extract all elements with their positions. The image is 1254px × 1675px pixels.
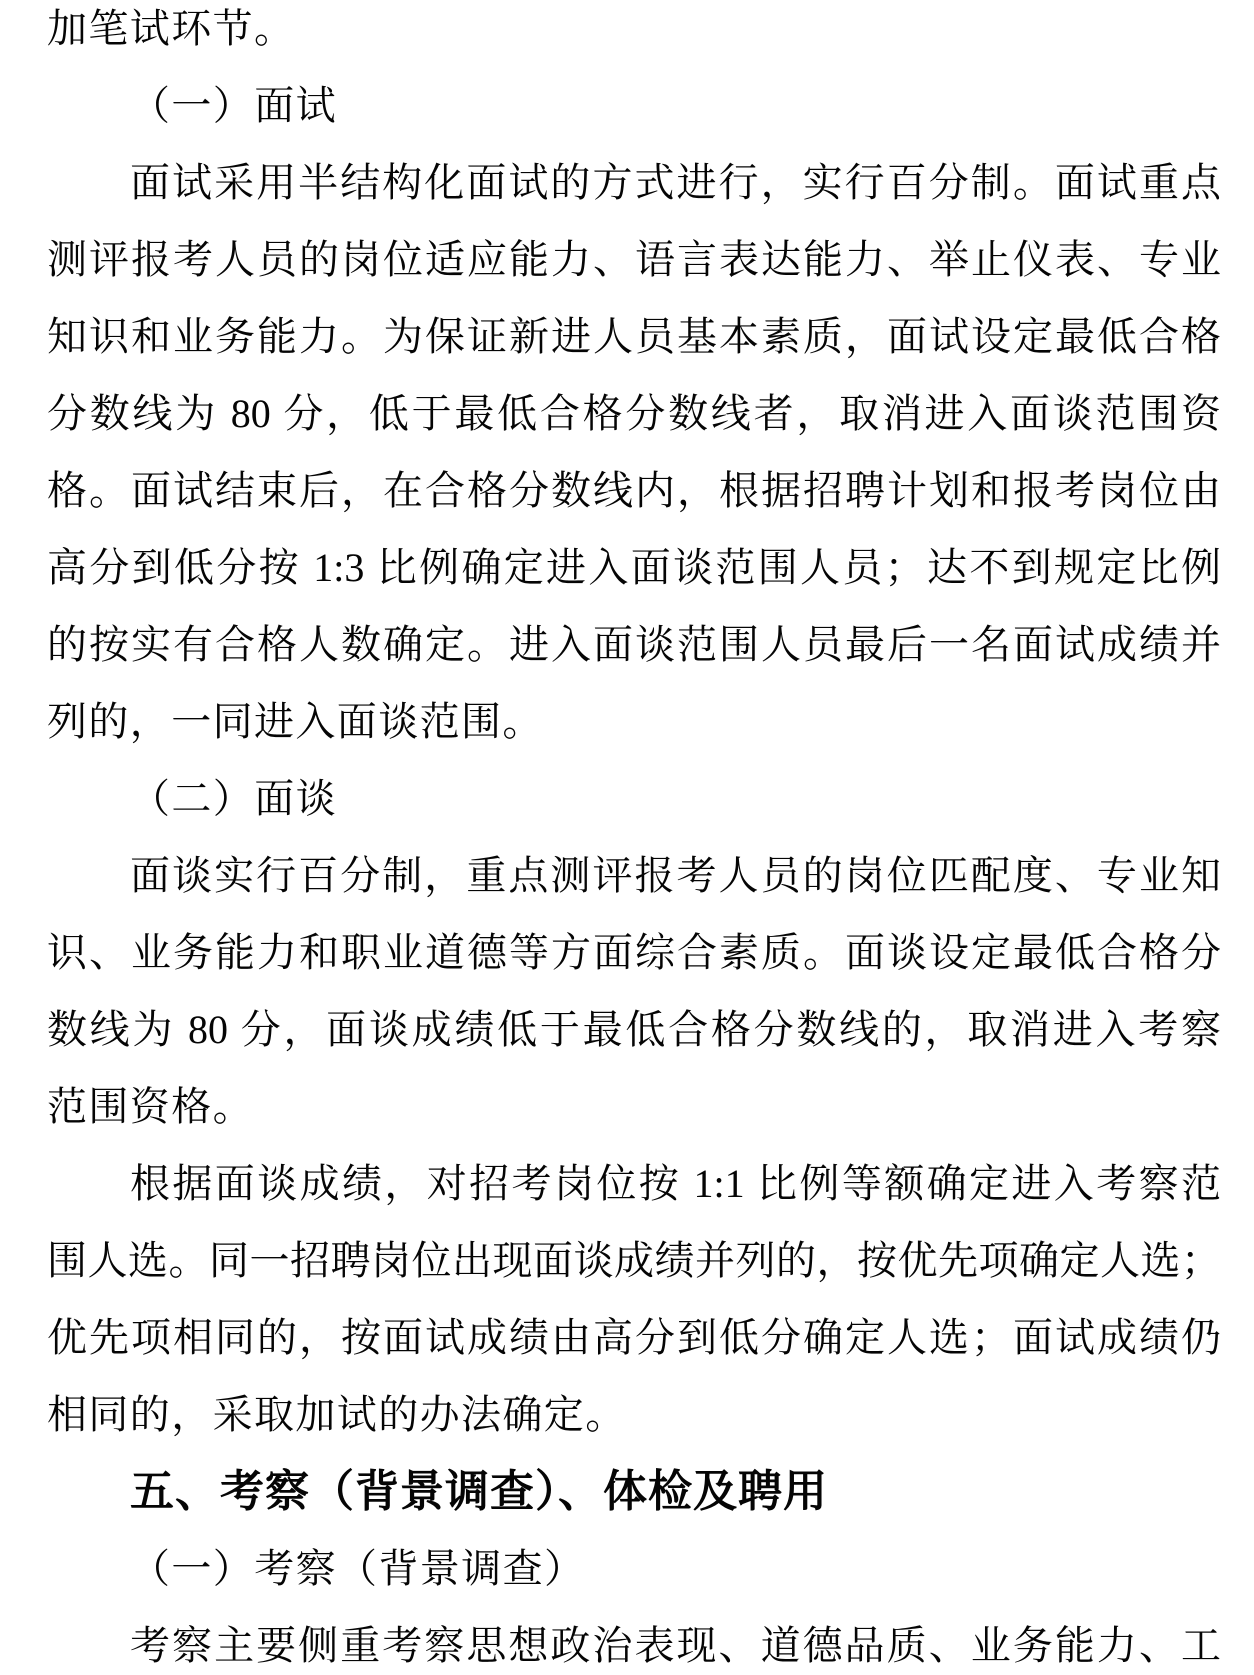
body-text-line: 格。面试结束后，在合格分数线内，根据招聘计划和报考岗位由 — [47, 468, 1221, 513]
body-text-line: 的按实有合格人数确定。进入面谈范围人员最后一名面试成绩并 — [47, 622, 1221, 667]
body-text-line: 数线为 80 分，面谈成绩低于最低合格分数线的，取消进入考察 — [47, 1007, 1221, 1052]
body-text-line: 分数线为 80 分，低于最低合格分数线者，取消进入面谈范围资 — [47, 391, 1221, 436]
body-text-line: 列的，一同进入面谈范围。 — [47, 699, 544, 744]
body-text-line: 测评报考人员的岗位适应能力、语言表达能力、举止仪表、专业 — [47, 237, 1221, 282]
body-text-line: 相同的，采取加试的办法确定。 — [47, 1392, 627, 1437]
body-text-line: 根据面谈成绩，对招考岗位按 1:1 比例等额确定进入考察范 — [130, 1161, 1221, 1206]
body-text-line: 识、业务能力和职业道德等方面综合素质。面谈设定最低合格分 — [47, 930, 1221, 975]
body-text-line: 围人选。同一招聘岗位出现面谈成绩并列的，按优先项确定人选； — [47, 1238, 1221, 1283]
body-text-line: 面谈实行百分制，重点测评报考人员的岗位匹配度、专业知 — [130, 853, 1221, 898]
body-text-line: 加笔试环节。 — [47, 6, 296, 51]
text-column — [47, 0, 1221, 1675]
subsection-heading: （二）面谈 — [130, 776, 337, 821]
body-text-line: 考察主要侧重考察思想政治表现、道德品质、业务能力、工 — [130, 1623, 1221, 1668]
body-text-line: 高分到低分按 1:3 比例确定进入面谈范围人员；达不到规定比例 — [47, 545, 1221, 590]
body-text-line: 优先项相同的，按面试成绩由高分到低分确定人选；面试成绩仍 — [47, 1315, 1221, 1360]
body-text-line: 面试采用半结构化面试的方式进行，实行百分制。面试重点 — [130, 160, 1221, 205]
body-text-line: 知识和业务能力。为保证新进人员基本素质，面试设定最低合格 — [47, 314, 1221, 359]
section-heading: 五、考察（背景调查）、体检及聘用 — [130, 1467, 828, 1516]
subsection-heading: （一）考察（背景调查） — [130, 1546, 586, 1591]
body-text-line: 范围资格。 — [47, 1084, 254, 1129]
subsection-heading: （一）面试 — [130, 83, 337, 128]
